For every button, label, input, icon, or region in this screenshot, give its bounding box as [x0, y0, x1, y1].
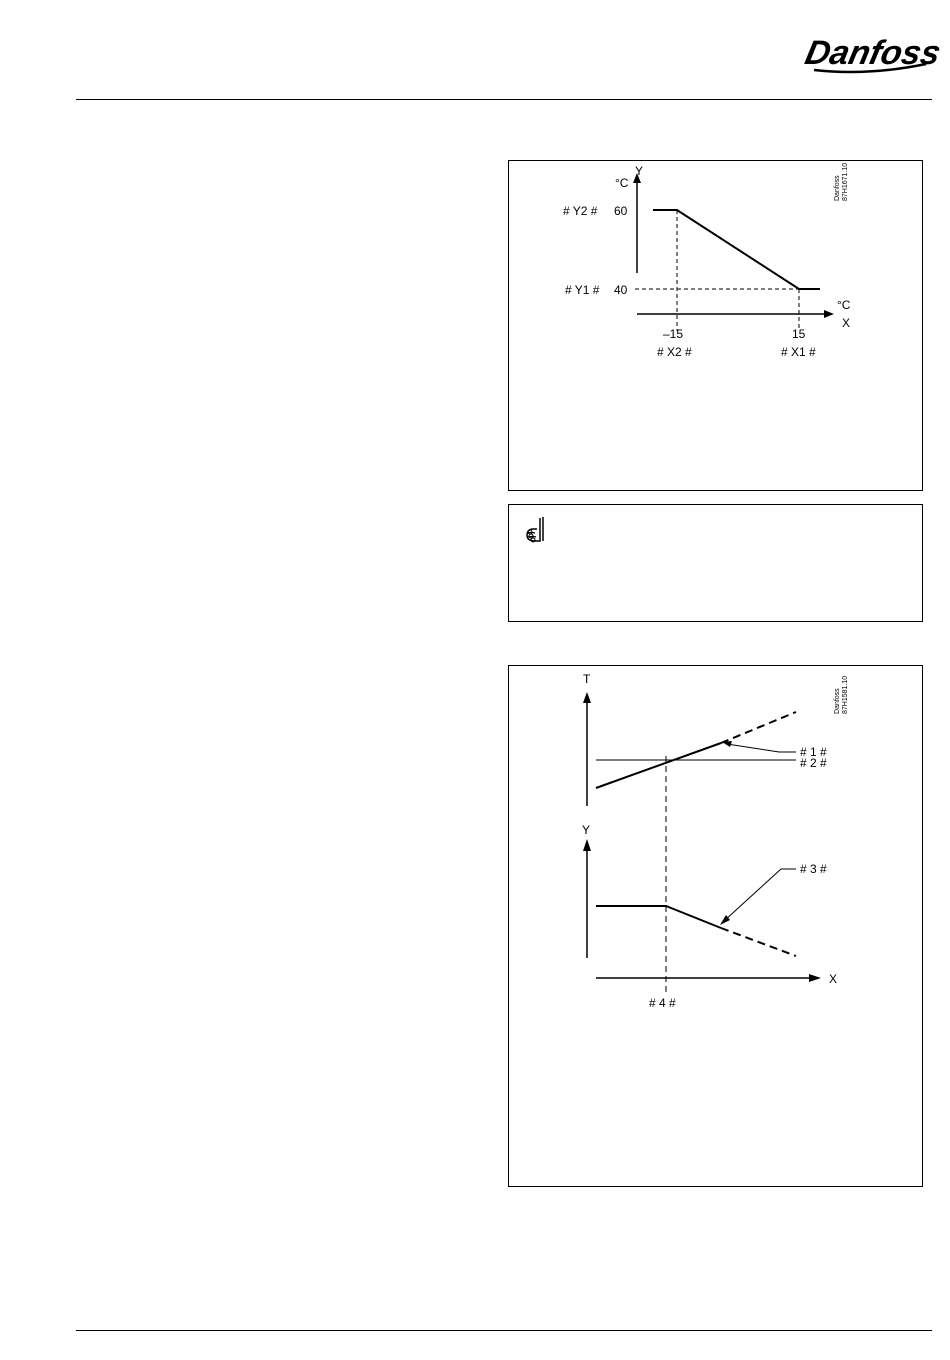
label-2: # 2 # — [800, 756, 827, 770]
t-axis-letter: T — [583, 672, 591, 686]
figure1-ref-code-line1: Danfoss — [834, 175, 841, 201]
figure2-ref-code-line1: Danfoss — [834, 688, 841, 714]
line-1-solid — [596, 743, 721, 788]
label-1-leader-arrow — [722, 741, 732, 747]
y1-value: 40 — [614, 283, 628, 297]
logo-text: Danfoss — [801, 34, 944, 72]
label-4: # 4 # — [649, 996, 676, 1010]
line-3-solid — [596, 906, 721, 928]
t-axis-arrow — [583, 692, 591, 703]
figure1-ref-code-line2: 87H1671.10 — [842, 162, 849, 201]
figure2-ref-code-line2: 87H1581.10 — [842, 675, 849, 714]
x-axis-letter: X — [829, 972, 838, 986]
footer-rule — [76, 1330, 932, 1331]
label-3-leader — [724, 869, 796, 921]
x2-value: –15 — [663, 327, 684, 341]
y-axis-letter: Y — [582, 823, 591, 837]
header-rule — [76, 99, 932, 100]
displacement-diagram — [509, 666, 924, 1188]
label-3: # 3 # — [800, 862, 827, 876]
heating-curve-diagram — [509, 161, 924, 492]
x1-value: 15 — [792, 327, 806, 341]
x-axis-letter: X — [842, 316, 851, 330]
y-axis-letter: Y — [635, 164, 644, 178]
y-axis-arrow — [583, 839, 591, 851]
label-1-leader — [727, 744, 796, 752]
pointing-hand-icon — [523, 515, 549, 545]
note-box — [508, 504, 923, 622]
danfoss-logo — [801, 24, 944, 84]
x2-label: # X2 # — [657, 345, 692, 359]
x-axis-unit: °C — [837, 298, 851, 312]
figure-heating-curve — [508, 160, 923, 491]
x-axis-arrow — [809, 974, 821, 982]
label-1: # 1 # — [800, 745, 827, 759]
y2-value: 60 — [614, 204, 628, 218]
y-axis-unit: °C — [615, 176, 629, 190]
x1-label: # X1 # — [781, 345, 816, 359]
heating-curve-line — [653, 210, 820, 289]
y1-label: # Y1 # — [565, 283, 600, 297]
y2-label: # Y2 # — [563, 204, 598, 218]
line-3-dashed — [721, 928, 796, 956]
x-axis-arrow — [824, 310, 834, 318]
line-1-dashed — [721, 712, 796, 743]
figure-displacement — [508, 665, 923, 1187]
